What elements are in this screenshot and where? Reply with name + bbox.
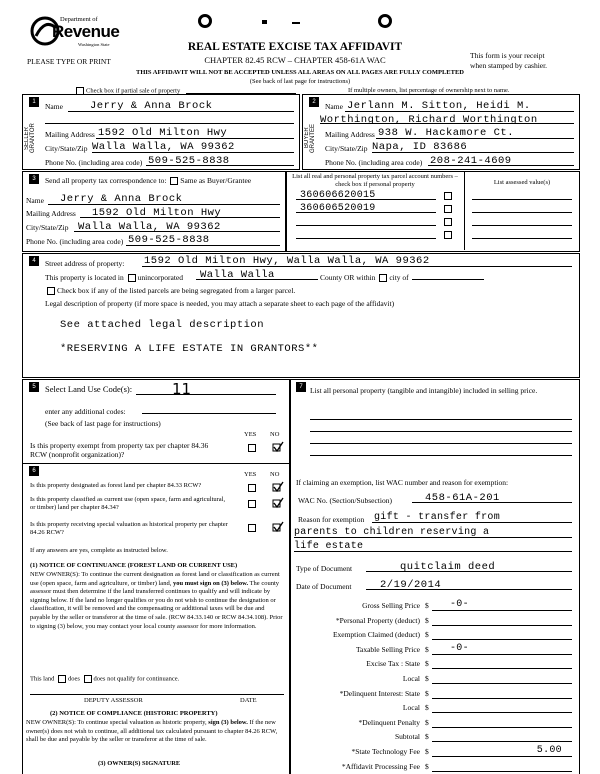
dollar-sign: $ (425, 630, 429, 640)
same-as-buyer-checkbox[interactable] (170, 177, 178, 185)
segregated-note: Check box if any of the listed parcels are being segregated from a larger parcel. (45, 286, 295, 295)
current-use-question: Is this property classified as current use (open space, farm and agricultural, or timber) land per chapter 84.34? (30, 496, 226, 511)
seller-phone[interactable]: 509-525-8838 (148, 155, 230, 167)
doc-date-label: Date of Document (296, 582, 352, 591)
corr-address-label: Mailing Address (26, 209, 76, 218)
exemption-section (290, 379, 580, 774)
doc-type-label: Type of Document (296, 564, 353, 573)
owner-signature-title: (3) OWNER(S) SIGNATURE (98, 760, 181, 767)
street-address[interactable]: 1592 Old Milton Hwy, Walla Walla, WA 99362 (144, 255, 430, 267)
forest-land-question: Is this property designated as forest land per chapter 84.33 RCW? (30, 482, 202, 489)
legal-description-line1[interactable]: See attached legal description (60, 319, 265, 331)
reason-line1[interactable]: gift - transfer from (374, 512, 501, 523)
tax-row-label: *Delinquent Interest: State (339, 688, 420, 698)
exempt-question: Is this property exempt from property tax per chapter 84.36 RCW (nonprofit organization)? (30, 441, 209, 459)
form-chapter: CHAPTER 82.45 RCW – CHAPTER 458-61A WAC (204, 55, 386, 65)
receipt-line2: when stamped by cashier. (470, 61, 548, 70)
punch-mark-right (292, 22, 300, 24)
seller-city[interactable]: Walla Walla, WA 99362 (92, 141, 235, 153)
assessed-value-header: List assessed value(s) (493, 179, 551, 186)
notice-continuance-title: (1) NOTICE OF CONTINUANCE (FOREST LAND OR CURRENT USE) (30, 562, 238, 569)
reason-label: Reason for exemption (298, 515, 365, 524)
reason-line3[interactable]: life estate (294, 541, 364, 552)
tax-row-label: Exemption Claimed (deduct) (332, 630, 420, 640)
dollar-sign: $ (425, 615, 429, 625)
unincorporated-checkbox[interactable] (128, 274, 136, 282)
no-header-5: NO (270, 431, 280, 438)
section-5-number: 5 (29, 382, 39, 392)
receipt-line1: This form is your receipt (470, 51, 545, 60)
buyer-name-line2[interactable]: Worthington, Richard Worthington (320, 114, 538, 126)
wac-label: WAC No. (Section/Subsection) (298, 496, 392, 505)
parcel-number[interactable]: 360606520019 (300, 203, 376, 214)
historic-yes-checkbox[interactable] (248, 524, 256, 532)
corr-send-label: Send all property tax correspondence to: Same as Buyer/Grantee (45, 176, 252, 185)
notice-compliance-title: (2) NOTICE OF COMPLIANCE (HISTORIC PROPERTY) (50, 710, 218, 717)
property-section (22, 253, 580, 378)
section-6-number: 6 (29, 466, 39, 476)
form-warning: THIS AFFIDAVIT WILL NOT BE ACCEPTED UNLESS ALL AREAS ON ALL PAGES ARE FULLY COMPLETED (136, 69, 464, 76)
located-in: This property is located in unincorporated (45, 273, 184, 282)
notice-compliance-body: NEW OWNER(S): To continue special valuation as historic property, sign (3) below. If the new owner(s) does not wish to continue, all additional tax calculated pursuant to chapter 84.26 RCW, shall be due and payable by the seller or transferor at the time of sale. (26, 719, 278, 744)
dollar-sign: $ (425, 688, 429, 698)
seller-phone-label: Phone No. (including area code) (45, 158, 143, 167)
yes-header-6: YES (244, 471, 257, 478)
buyer-name-label: Name (325, 102, 343, 111)
dollar-sign: $ (425, 732, 429, 742)
punch-mark-left (262, 20, 267, 24)
dollar-sign: $ (425, 703, 429, 713)
parcel-header: List all real and personal property tax parcel account numbers – check box if personal property (292, 173, 458, 188)
notice-continuance-body: NEW OWNER(S): To continue the current designation as forest land or classification as current use (open space, farm and agriculture, or timber) land, you must sign on (3) below. The county assessor must then determine if the land transferred continues to qualify and will indicate by signing below. If the land no longer qualifies or you do not wish to continue the designation or classification, it will be removed and the compensating or additional taxes will be due and payable by the seller or transferor at the time of sale. (RCW 84.33.140 or RCW 84.34.108). Prior to signing (3) below, you may contact your local county assessor for more information. (30, 571, 283, 630)
buyer-city-label: City/State/Zip (325, 144, 368, 153)
this-land-qualifies: This land does does not qualify for continuance. (30, 675, 180, 683)
seller-city-label: City/State/Zip (45, 144, 88, 153)
buyer-city[interactable]: Napa, ID 83686 (372, 141, 468, 153)
section-4-number: 4 (29, 256, 39, 266)
seller-side-label: SELLER GRANTOR (24, 123, 36, 153)
corr-name-label: Name (26, 196, 44, 205)
historic-question: Is this property receiving special valuation as historical property per chapter 84.26 RCW? (30, 521, 228, 536)
tax-row-label: Taxable Selling Price (355, 644, 420, 654)
does-not-checkbox[interactable] (84, 675, 92, 683)
corr-city-label: City/State/Zip (26, 223, 69, 232)
tax-row-value[interactable]: 5.00 (536, 745, 562, 756)
exemption-label: If claiming an exemption, list WAC number and reason for exemption: (296, 478, 509, 487)
tax-row-label: Subtotal (394, 732, 420, 742)
section-7-number: 7 (296, 382, 306, 392)
tax-row-label: *Delinquent Penalty (358, 717, 420, 727)
legal-description-label: Legal description of property (if more space is needed, you may attach a separate sheet to each page of the affidavit) (45, 299, 395, 308)
doc-type[interactable]: quitclaim deed (400, 561, 496, 573)
assessed-value-field[interactable] (472, 199, 572, 200)
additional-codes-label: enter any additional codes: (45, 407, 126, 416)
legal-description-line2[interactable]: *RESERVING A LIFE ESTATE IN GRANTORS** (60, 343, 319, 355)
form-title: REAL ESTATE EXCISE TAX AFFIDAVIT (187, 41, 403, 53)
assessor-date-label: DATE (240, 697, 257, 704)
exempt-no-checkbox[interactable] (272, 440, 282, 450)
land-use-code[interactable]: 11 (172, 380, 192, 398)
type-or-print: PLEASE TYPE OR PRINT (27, 57, 111, 66)
corr-city[interactable]: Walla Walla, WA 99362 (78, 221, 221, 233)
dollar-sign: $ (425, 717, 429, 727)
corr-phone[interactable]: 509-525-8838 (128, 234, 210, 246)
segregated-checkbox[interactable] (47, 287, 55, 295)
section-3-number: 3 (29, 174, 39, 184)
punch-hole-right (378, 14, 392, 28)
buyer-phone[interactable]: 208-241-4609 (430, 155, 512, 167)
city-checkbox[interactable] (379, 274, 387, 282)
personal-property-checkbox[interactable] (444, 205, 452, 213)
no-header-6: NO (270, 471, 280, 478)
dollar-sign: $ (425, 644, 429, 654)
personal-property-checkbox[interactable] (444, 231, 452, 239)
current-use-no-checkbox[interactable] (272, 496, 284, 514)
yes-header-5: YES (244, 431, 257, 438)
seller-address-label: Mailing Address (45, 130, 95, 139)
dollar-sign: $ (425, 674, 429, 683)
reason-line2[interactable]: parents to children reserving a (294, 527, 490, 538)
historic-no-checkbox[interactable] (272, 520, 284, 538)
punch-hole-left (198, 14, 212, 28)
street-address-label: Street address of property: (45, 259, 125, 268)
exempt-yes-checkbox[interactable] (248, 444, 256, 452)
seller-name[interactable]: Jerry & Anna Brock (90, 100, 213, 112)
tax-row-label: Local (402, 703, 420, 713)
see-back-note: (See back of last page for instructions) (249, 78, 351, 85)
buyer-address-label: Mailing Address (325, 130, 375, 139)
current-use-yes-checkbox[interactable] (248, 500, 256, 508)
if-yes-instruction: If any answers are yes, complete as instructed below. (30, 547, 168, 554)
does-checkbox[interactable] (58, 675, 66, 683)
dept-line1: Department of (60, 16, 98, 23)
parcel-number[interactable]: 360606620015 (300, 190, 376, 201)
corr-phone-label: Phone No. (including area code) (26, 237, 124, 246)
corr-address[interactable]: 1592 Old Milton Hwy (92, 207, 222, 219)
dor-logo (30, 14, 120, 50)
wac-number[interactable]: 458-61A-201 (425, 492, 500, 504)
dollar-sign: $ (425, 747, 429, 756)
dept-line3: Washington State (78, 42, 110, 47)
section-2-number: 2 (309, 97, 319, 107)
tax-row-label: *Personal Property (deduct) (335, 615, 420, 625)
land-use-label: Select Land Use Code(s): (45, 384, 133, 394)
seller-name-label: Name (45, 102, 63, 111)
tax-row-label: *State Technology Fee (351, 747, 420, 756)
personal-property-checkbox[interactable] (444, 218, 452, 226)
partial-sale: Check box if partial sale of property (74, 87, 180, 95)
seller-address[interactable]: 1592 Old Milton Hwy (98, 127, 228, 139)
county-or-city: County OR within city of (320, 273, 409, 282)
section-1-number: 1 (29, 97, 39, 107)
assessed-value-field[interactable] (472, 225, 572, 226)
buyer-side-label: BUYER GRANTEE (304, 123, 316, 153)
deputy-assessor-label: DEPUTY ASSESSOR (84, 697, 143, 704)
personal-property-checkbox[interactable] (444, 192, 452, 200)
tax-row-value[interactable]: -0- (450, 599, 469, 610)
dollar-sign: $ (425, 659, 429, 669)
tax-row-label: Excise Tax : State (366, 659, 420, 669)
doc-date[interactable]: 2/19/2014 (380, 579, 442, 591)
forest-yes-checkbox[interactable] (248, 484, 256, 492)
corr-name[interactable]: Jerry & Anna Brock (60, 193, 183, 205)
buyer-phone-label: Phone No. (including area code) (325, 158, 423, 167)
land-use-instructions: (See back of last page for instructions) (45, 419, 161, 428)
county-name[interactable]: Walla Walla (200, 269, 275, 281)
tax-row-label: Gross Selling Price (362, 601, 420, 610)
buyer-address[interactable]: 938 W. Hackamore Ct. (378, 127, 515, 139)
assessed-value-field[interactable] (472, 212, 572, 213)
buyer-name-line1[interactable]: Jerlann M. Sitton, Heidi M. (347, 100, 531, 112)
tax-row-label: Local (402, 674, 420, 683)
tax-row-value[interactable]: -0- (450, 642, 469, 654)
dept-line2: Revenue (52, 22, 120, 41)
dollar-sign: $ (425, 761, 429, 771)
personal-property-label: List all personal property (tangible and intangible) included in selling price. (310, 386, 538, 395)
multiple-owners-note: If multiple owners, list percentage of ownership next to name. (348, 87, 510, 94)
tax-row-label: *Affidavit Processing Fee (341, 761, 420, 771)
dollar-sign: $ (425, 601, 429, 610)
assessed-value-field[interactable] (472, 238, 572, 239)
